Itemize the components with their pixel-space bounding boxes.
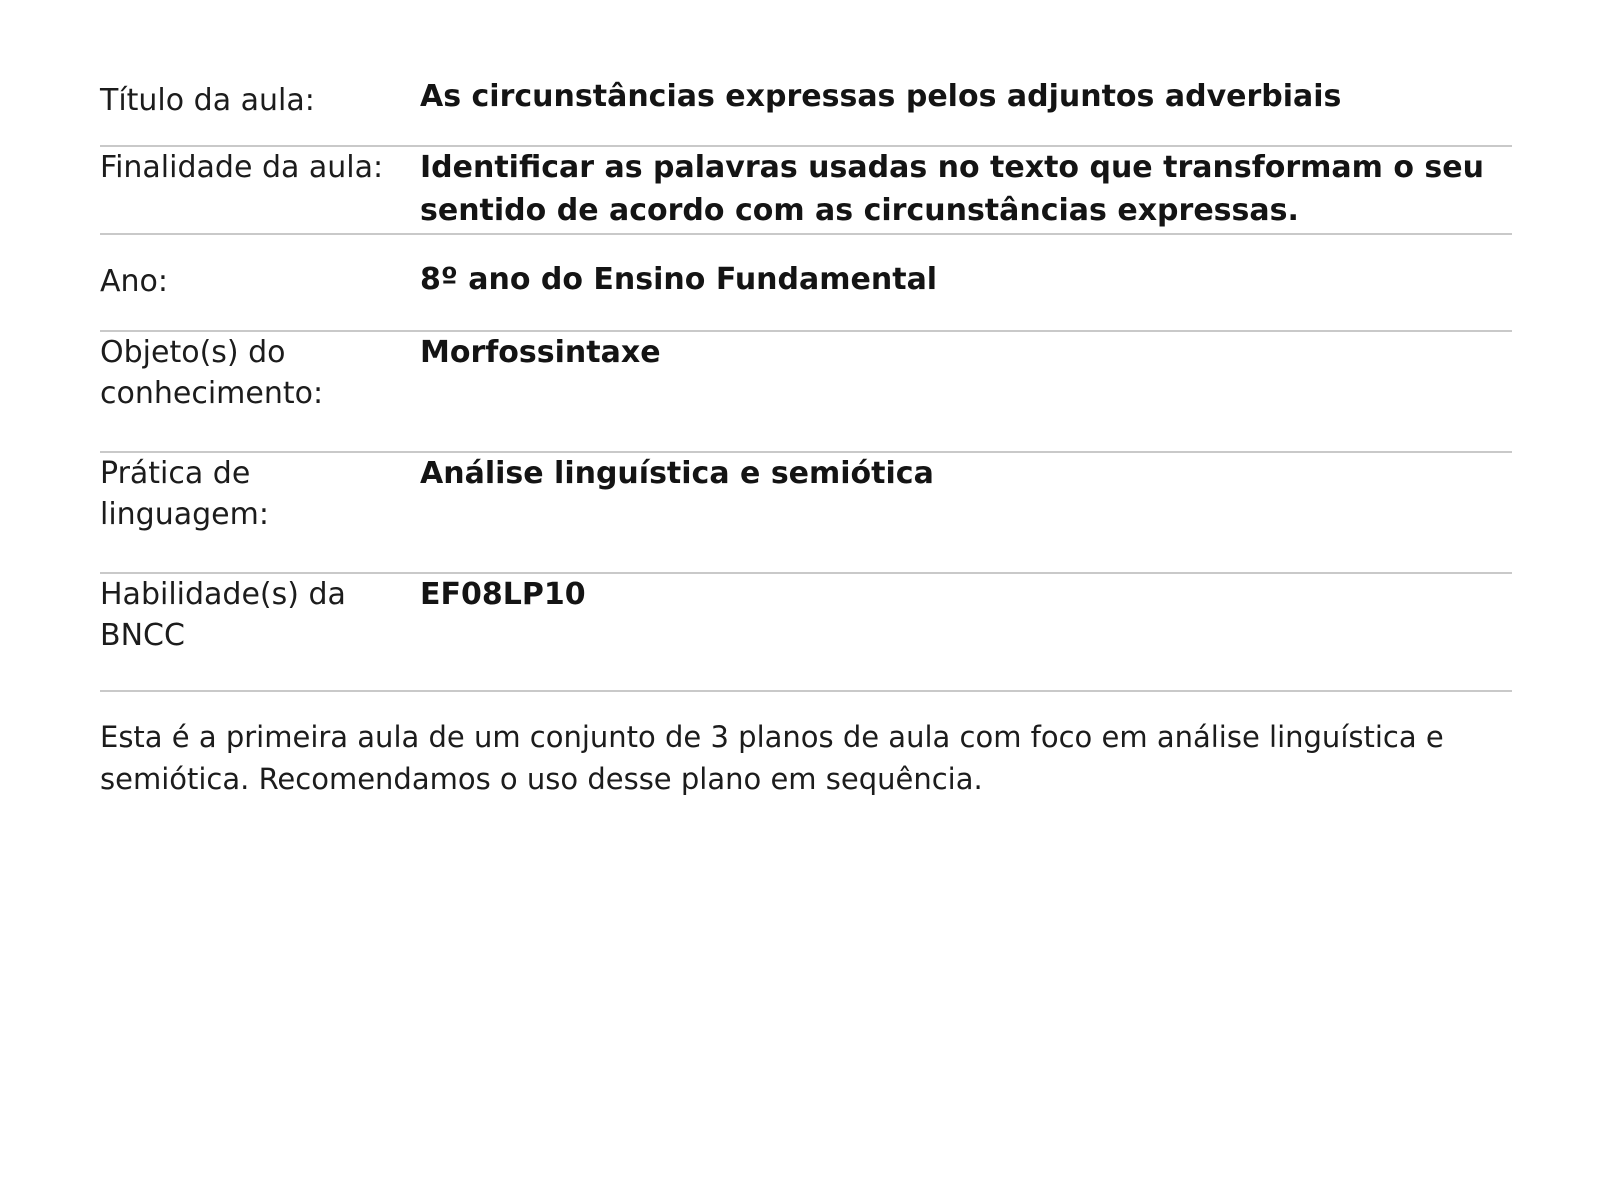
- row-value-habilidade-bncc: EF08LP10: [420, 576, 586, 612]
- row-label-objeto-conhecimento: Objeto(s) do conhecimento:: [100, 334, 324, 412]
- table-row: [100, 234, 1512, 331]
- lesson-footnote: Esta é a primeira aula de um conjunto de 3 planos de aula com foco em análise linguística e semiótica. Recomendamos o uso desse plano em sequência.: [100, 720, 1444, 797]
- row-value-objeto-conhecimento: Morfossintaxe: [420, 334, 661, 370]
- lesson-info-table: [100, 52, 1512, 692]
- table-row: [100, 452, 1512, 573]
- row-value-pratica-linguagem: Análise linguística e semiótica: [420, 455, 934, 491]
- table-row: [100, 331, 1512, 452]
- row-label-pratica-linguagem: Prática de linguagem:: [100, 455, 269, 533]
- table-row: [100, 146, 1512, 233]
- table-row: [100, 52, 1512, 146]
- row-value-titulo: As circunstâncias expressas pelos adjuntos adverbiais: [420, 79, 1342, 114]
- row-value-finalidade: Identificar as palavras usadas no texto que transformam o seu sentido de acordo com as circunstâncias expressas.: [420, 150, 1484, 228]
- row-label-ano: Ano:: [100, 263, 168, 299]
- table-row: [100, 573, 1512, 692]
- row-value-ano: 8º ano do Ensino Fundamental: [420, 261, 938, 297]
- row-label-finalidade: Finalidade da aula:: [100, 150, 384, 186]
- row-label-habilidade-bncc: Habilidade(s) da BNCC: [100, 576, 346, 653]
- row-label-titulo: Título da aula:: [100, 83, 315, 118]
